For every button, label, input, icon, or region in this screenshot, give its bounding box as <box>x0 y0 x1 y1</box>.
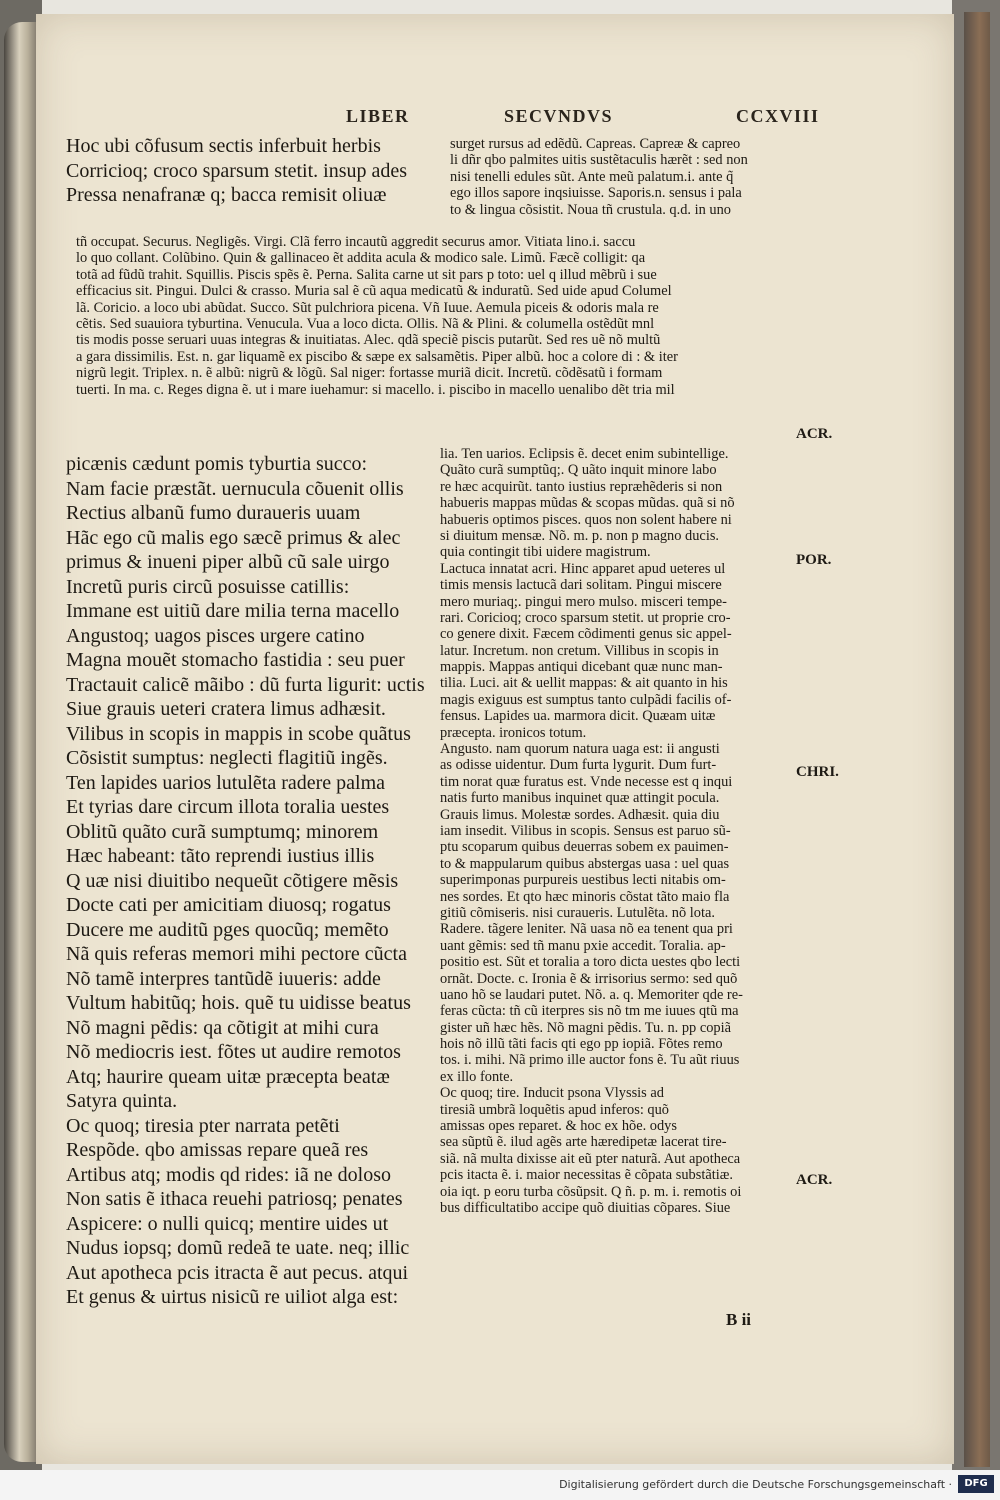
text-line: Cõsistit sumptus: neglecti flagitiũ ingẽs. <box>66 747 388 769</box>
text-line: Pressa nenafranæ q; bacca remisit oliuæ <box>66 184 387 206</box>
text-line: as odisse uidentur. Dum furta lygurit. Dum furt- <box>440 757 717 774</box>
text-line: habueris optimos pisces. quos non solent habere ni <box>440 511 732 528</box>
text-line: Non satis ẽ ithaca reuehi patriosq; penates <box>66 1188 403 1210</box>
text-line: iam insedit. Vilibus in scopis. Sensus est paruo sũ- <box>440 822 731 839</box>
page-stack-edge <box>964 12 990 1467</box>
text-line: Nã quis referas memori mihi pectore cũcta <box>66 943 407 965</box>
text-line: Angustoq; uagos pisces urgere catino <box>66 624 365 647</box>
text-line: Incretũ puris circũ posuisse catillis: <box>66 575 350 598</box>
text-line: Nõ magni pẽdis: qa cõtigit at mihi cura <box>66 1016 379 1039</box>
text-line: amissas opes reparet. & hoc ex hõe. odys <box>440 1118 677 1135</box>
text-line: quia contingit tibi uidere magistrum. <box>440 544 651 561</box>
text-line: Nõ mediocris iest. fõtes ut audire remotos <box>66 1041 401 1063</box>
text-line: uano hõ se laudari putet. Nõ. a. q. Memoriter qde re- <box>440 986 743 1003</box>
text-line: Corricioq; croco sparsum stetit. insup ades <box>66 159 408 182</box>
text-line: Tractauit calicẽ mãibo : dũ furta ligurit: uctis <box>66 673 425 696</box>
text-line: Et genus & uirtus nisicũ re uiliot alga est: <box>66 1286 399 1308</box>
commentary-block-right-column <box>440 446 743 1216</box>
text-line: lia. Ten uarios. Eclipsis ẽ. decet enim subintellige. <box>440 446 729 462</box>
verse-block-top <box>66 134 407 208</box>
text-line: Immane est uitiũ dare milia terna macello <box>66 600 400 622</box>
text-line: ego illos sapore inqsiuisse. Saporis.n. sensus i pala <box>450 185 742 202</box>
text-line: Atq; haurire queam uitæ præcepta beatæ <box>66 1065 390 1088</box>
text-line: Vultum habitũq; hois. quẽ tu uidisse beatus <box>66 992 411 1014</box>
book-page <box>36 14 954 1464</box>
verse-block-main <box>66 452 425 1310</box>
text-line: picænis cædunt pomis tyburtia succo: <box>66 453 368 475</box>
text-line: natis furto manibus inquinet quæ attingit pocula. <box>440 790 720 807</box>
text-line: Grauis limus. Molestæ sordes. Adhæsit. quia diu <box>440 806 720 823</box>
margin-note: CHRI. <box>796 764 839 780</box>
text-line: lã. Coricio. a loco ubi abũdat. Succo. Sũt pulchriora picena. Vñ Iuue. Aemula piceis & odoris mala re <box>76 299 659 316</box>
text-line: Satyra quinta. <box>66 1090 178 1112</box>
text-line: Magna mouẽt stomacho fastidia : seu puer <box>66 649 405 671</box>
text-line: co genere dixit. Fæcem cõdimenti genus sic appel- <box>440 626 732 643</box>
text-line: li dñr qbo palmites uitis sustẽtaculis hærẽt : sed non <box>450 152 748 169</box>
text-line: tis modis posse seruari uuas integras & inuitiatas. Alec. qdã speciẽ piscis putarũt. Sed res uẽ nõ multũ <box>76 332 661 349</box>
running-head-secundus: SECVNDVS <box>504 106 614 126</box>
text-line: Vilibus in scopis in mappis in scobe quãtus <box>66 722 411 745</box>
dfg-logo: DFG <box>958 1475 994 1493</box>
text-line: re hæc acquirũt. tanto iustius repræhẽderis si non <box>440 478 723 495</box>
commentary-block-full-width <box>76 234 678 398</box>
text-line: Oc quoq; tire. Inducit psona Vlyssis ad <box>440 1085 664 1102</box>
text-line: to & lingua cõsistit. Noua tñ crustula. q.d. in uno <box>450 201 731 218</box>
text-line: gitiũ cõmiseris. nisi curaueris. Lutulẽta. nõ lota. <box>440 904 715 921</box>
margin-note: ACR. <box>796 1172 833 1188</box>
text-line: surget rursus ad edẽdũ. Capreas. Capreæ & capreo <box>450 136 741 152</box>
text-line: habueris mappas mũdas & scopas mũdas. quã si nõ <box>440 495 735 512</box>
text-line: superimponas purpureis uestibus lecti nitabis om- <box>440 872 726 889</box>
text-line: Hãc ego cũ malis ego sæcẽ primus & alec <box>66 526 401 549</box>
text-line: nigrũ legit. Triplex. n. ẽ albũ: nigrũ & lõgũ. Sal niger: fortasse muriã dicit. Incretũ. cõdẽsatũ i formam <box>76 365 663 382</box>
text-line: Ducere me auditũ pges quocũq; memẽto <box>66 918 389 941</box>
text-line: ornãt. Docte. c. Ironia ẽ & irrisorius sermo: sed quõ <box>440 970 738 987</box>
text-line: tilia. Luci. ait & uellit mappas: & ait quanto in his <box>440 675 728 692</box>
text-line: nes sordes. Et qto hæc minoris cõstat tãto maio fla <box>440 888 730 905</box>
text-line: positio est. Sũt et toralia a toro dicta uestes qbo lecti <box>440 954 741 971</box>
text-line: rari. Coricioq; croco sparsum stetit. ut proprie cro- <box>440 609 731 626</box>
book-spine-edge <box>4 22 38 1462</box>
text-line: tos. i. mihi. Nã primo ille auctor fons ẽ. Tu aũt riuus <box>440 1052 740 1069</box>
text-line: siã. nã multa dixisse ait eũ pter naturã. Aut apotheca <box>440 1150 741 1167</box>
text-line: a gara dissimilis. Est. n. gar liquamẽ ex piscibo & sæpe ex salsamẽtis. Piper albũ. hoc a colore di : & iter <box>76 348 678 365</box>
text-line: Nõ tamẽ interpres tantũdẽ iuueris: adde <box>66 967 381 990</box>
text-line: gister uñ hæc hẽs. Nõ magni pẽdis. Tu. n. pp copiã <box>440 1019 731 1036</box>
text-line: pcis itacta ẽ. i. maior necessitas ẽ cõpata substãtiæ. <box>440 1167 733 1184</box>
text-line: Lactuca innatat acri. Hinc apparet apud ueteres ul <box>440 560 726 577</box>
signature-mark: B ii <box>726 1310 752 1329</box>
text-line: bus difficultatibo accipe quõ diuitias cõpares. Siue <box>440 1199 731 1216</box>
text-line: oia iqt. p eoru turba cõsũpsit. Q ñ. p. m. i. remotis oi <box>440 1183 742 1200</box>
text-line: Respõde. qbo amissas repare queã res <box>66 1139 369 1161</box>
text-line: primus & inueni piper albũ cũ sale uirgo <box>66 551 390 573</box>
text-line: Nam facie præstãt. uernucula cõuenit ollis <box>66 477 404 500</box>
text-line: mero muriaq;. pingui mero mulso. misceri tempe- <box>440 593 727 610</box>
text-line: feras cũcta: tñ cũ iterpres sis nõ tm me iuues qtũ ma <box>440 1003 739 1020</box>
text-line: Aut apotheca pcis itracta ẽ aut pecus. atqui <box>66 1261 409 1284</box>
text-line: tñ occupat. Securus. Negligẽs. Virgi. Clã ferro incautũ aggredit securus amor. Vitiata lino.i. saccu <box>76 234 636 250</box>
text-line: Rectius albanũ fumo duraueris uuam <box>66 502 361 524</box>
text-line: efficacius sit. Pingui. Dulci & crasso. Muria sal ẽ cũ aqua medicatũ & induratũ. Sed uide apud Columel <box>76 283 672 300</box>
text-line: fensus. Lapides ua. marmora dicit. Quæam uitæ <box>440 708 716 725</box>
text-line: Ten lapides uarios lutulẽta radere palma <box>66 771 386 794</box>
text-line: Q uæ nisi diuitibo nequeũt cõtigere mẽsis <box>66 869 399 892</box>
text-line: to & mappularum quibus abstergas uasa : uel quas <box>440 855 730 872</box>
text-line: timis mensis lactucã dari solitam. Pingui miscere <box>440 577 722 594</box>
text-line: lo quo collant. Colũbino. Quin & gallinaceo ẽt addita acula & modico sale. Limũ. Fæcẽ colligit: qa <box>76 250 646 267</box>
text-line: uant gẽmis: sed tñ manu pxie accedit. Toralia. ap- <box>440 937 726 954</box>
text-line: ex illo fonte. <box>440 1068 514 1085</box>
text-line: tiresiã umbrã loquẽtis apud inferos: quõ <box>440 1101 669 1118</box>
text-line: Et tyrias dare circum illota toralia uestes <box>66 796 390 818</box>
text-line: Radere. tãgere leniter. Nã uasa nõ ea tenent qua pri <box>440 921 733 938</box>
text-line: si diuitum mensæ. Nõ. m. p. non p magno ducis. <box>440 527 720 544</box>
text-line: Artibus atq; modis qd rides: iã ne doloso <box>66 1163 391 1186</box>
margin-note: ACR. <box>796 426 833 442</box>
text-line: hois nõ illũ tãti facis qti ego pp iopiã. Fõtes remo <box>440 1036 723 1053</box>
text-line: ptu scoparum quibus deuerras sobem ex pauimen- <box>440 839 729 856</box>
text-line: Quãto curã sumptũq;. Q uãto inquit minore labo <box>440 462 717 479</box>
text-line: Siue grauis ueteri cratera limus adhæsit. <box>66 698 386 720</box>
text-line: Angusto. nam quorum natura uaga est: ii angusti <box>440 741 720 758</box>
text-line: Nudus iopsq; domũ redeã te uate. neq; illic <box>66 1237 410 1259</box>
text-line: tuerti. In ma. c. Reges digna ẽ. ut i mare iuehamur: si macello. i. piscibo in macello uenalibo dẽt tria mil <box>76 381 675 398</box>
text-line: Hoc ubi cõfusum sectis inferbuit herbis <box>66 135 381 157</box>
text-line: sea sũptũ ẽ. ilud agẽs arte hæredipetæ lacerat tire- <box>440 1134 727 1151</box>
text-line: tim norat quæ furatus est. Vnde necesse est q inqui <box>440 773 733 790</box>
text-line: præcepta. ironicos totum. <box>440 724 587 741</box>
text-line: Oc quoq; tiresia pter narrata petẽti <box>66 1114 340 1137</box>
text-line: Docte cati per amicitiam diuosq; rogatus <box>66 894 391 916</box>
running-head-liber: LIBER <box>346 106 410 126</box>
text-line: Hæc habeant: tãto reprendi iustius illis <box>66 845 375 867</box>
text-line: magis exiguus est sumptus tanto culpãdi facilis of- <box>440 691 732 708</box>
text-line: latur. Incretum. non cretum. Villibus in scopis in <box>440 642 719 659</box>
commentary-block-upper-right <box>450 136 748 218</box>
folio-number: CCXVIII <box>736 106 820 126</box>
text-line: totã ad fũdũ trahit. Squillis. Piscis spẽs ẽ. Perna. Salita carne ut sit pars p toto: uel q illud mẽbrũ i sue <box>76 266 657 283</box>
footer-credit: Digitalisierung gefördert durch die Deutsche Forschungsgemeinschaft · <box>559 1478 952 1491</box>
text-line: cẽtis. Sed suauiora tyburtina. Venucula. Vua a loco dicta. Ollis. Nã & Plini. & columella ostẽdũt mnl <box>76 315 655 332</box>
text-line: Aspicere: o nulli quicq; mentire uides ut <box>66 1212 389 1235</box>
text-line: Oblitũ quãto curã sumptumq; minorem <box>66 820 379 843</box>
text-line: nisi tenelli edules sũt. Ante meũ palatum.i. ante q̃ <box>450 168 734 185</box>
margin-note: POR. <box>796 552 832 568</box>
text-line: mappis. Mappas antiqui dicebant quæ nunc man- <box>440 659 723 676</box>
